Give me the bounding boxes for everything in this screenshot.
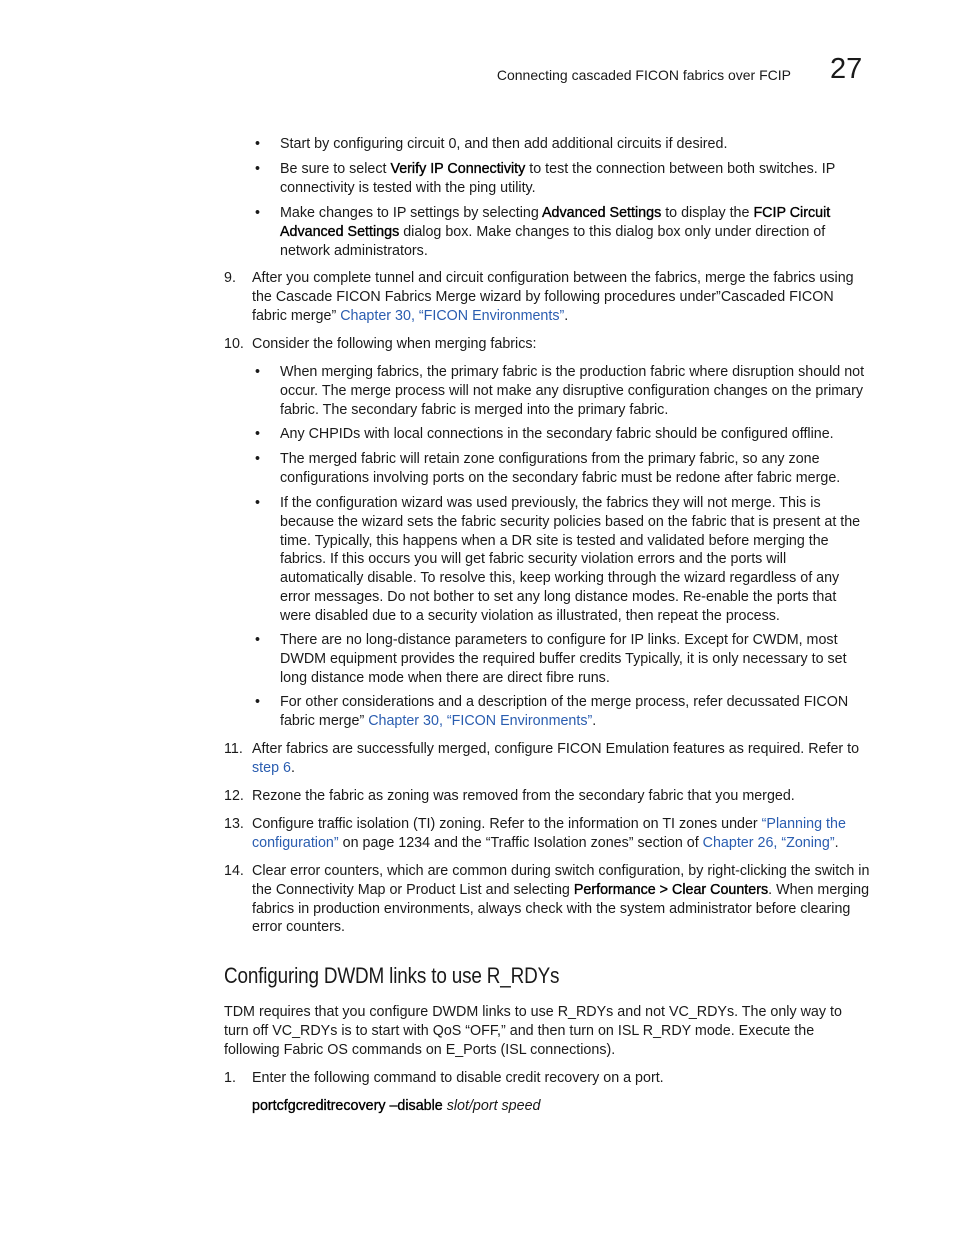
bullet-text: Be sure to select [280, 161, 391, 177]
section-step-1 [224, 1069, 870, 1088]
step-9 [224, 269, 870, 325]
bullet-item [280, 693, 870, 731]
step-text: Rezone the fabric as zoning was removed from the secondary fabric that you merged. [252, 788, 795, 804]
bullet-text: The merged fabric will retain zone configurations from the primary fabric, so any zone configurations involving ports on the secondary fabric must be redone after fabric merge. [280, 451, 841, 486]
chapter-30-link[interactable]: Chapter 30, “FICON Environments” [340, 307, 565, 324]
chapter-30-link[interactable]: Chapter 30, “FICON Environments” [368, 712, 593, 729]
bullet-text: Any CHPIDs with local connections in the secondary fabric should be configured offline. [280, 426, 834, 442]
running-header-title: Connecting cascaded FICON fabrics over FCIP [496, 67, 791, 83]
step-number: 9. [224, 270, 236, 286]
ui-term: Advanced Settings [542, 205, 662, 221]
bullet-text: When merging fabrics, the primary fabric is the production fabric where disruption should not occur. The merge process will not make any disruptive configuration changes on the primary fabric. The secondary fabric is merged into the primary fabric. [280, 364, 865, 418]
step-text: After you complete tunnel and circuit configuration between the fabrics, merge the fabrics using the Cascade FICON Fabrics Merge wizard by following procedures under”Cascaded FICON fabric merge” [252, 270, 854, 324]
step-text: Enter the following command to disable credit recovery on a port. [252, 1070, 664, 1086]
step-text: Configure traffic isolation (TI) zoning. Refer to the information on TI zones under [252, 816, 762, 832]
bullet-text: If the configuration wizard was used previously, the fabrics they will not merge. This is because the wizard sets the fabric security policies based on the fabric that is present at the time. Typically, this happens when a DR site is tested and validated before merging the fabrics. If this occurs you will get fabric security violation errors and the ports will automatically disable. To resolve this, keep working through the wizard regardless of any error messages. Do not bother to set any long distance modes. Re-enable the ports that were disabled due to a security violation as illustrated, then repeat the process. [280, 495, 861, 624]
bullet-text: Start by configuring circuit 0, and then add additional circuits if desired. [280, 136, 728, 152]
section-intro: TDM requires that you configure DWDM links to use R_RDYs and not VC_RDYs. The only way to turn off VC_RDYs is to start with QoS “OFF,” and then turn on ISL R_RDY mode. Execute the following Fabric OS commands on E_Ports (ISL connections). [224, 1004, 842, 1058]
bullet-item [280, 363, 870, 419]
step-number: 10. [224, 336, 244, 352]
bullet-item [280, 425, 870, 444]
section-heading: Configuring DWDM links to use R_RDYs [224, 963, 560, 988]
step-13 [224, 815, 870, 853]
chapter-number: 27 [830, 53, 863, 85]
ui-term: Verify IP Connectivity [390, 161, 526, 177]
step-number: 14. [224, 863, 244, 879]
bullet-item [280, 135, 870, 154]
step-text: After fabrics are successfully merged, configure FICON Emulation features as required. Refer to [252, 741, 860, 757]
step-11 [224, 740, 870, 778]
punctuation: . [834, 834, 839, 851]
step-text: Consider the following when merging fabrics: [252, 336, 537, 352]
chapter-26-link[interactable]: Chapter 26, “Zoning” [702, 834, 835, 851]
punctuation: . [592, 712, 597, 729]
command-name: portcfgcreditrecovery –disable [252, 1098, 443, 1114]
bullet-item [280, 160, 870, 198]
bullet-item [280, 494, 870, 626]
step-number: 1. [224, 1070, 236, 1086]
step-number: 12. [224, 788, 244, 804]
command-args: slot/port speed [442, 1098, 541, 1114]
bullet-text: dialog box. Make changes to this dialog box only under direction of network administrators. [280, 223, 826, 259]
ui-term: FCIP Circuit Advanced Settings [280, 205, 831, 240]
planning-configuration-link[interactable]: “Planning the configuration” [252, 816, 846, 851]
step-number: 13. [224, 816, 244, 832]
step-text: on page 1234 and the “Traffic Isolation zones” section of [338, 834, 703, 851]
punctuation: . [564, 307, 569, 324]
step-12 [224, 787, 870, 806]
bullet-item [280, 450, 870, 488]
bullet-text: to test the connection between both switches. IP connectivity is tested with the ping utility. [280, 161, 835, 196]
bullet-text: to display the [661, 205, 754, 221]
step-6-link[interactable]: step 6 [252, 759, 291, 776]
bullet-item [280, 204, 870, 260]
step-number: 11. [224, 741, 243, 757]
bullet-item [280, 631, 870, 687]
bullet-text: For other considerations and a description of the merge process, refer decussated FICON fabric merge” [280, 694, 849, 729]
step-text: . When merging fabrics in production environments, always check with the system administrator before clearing error counters. [252, 881, 870, 936]
step-10 [224, 335, 870, 354]
command-line [252, 1097, 540, 1116]
punctuation: . [290, 759, 295, 776]
step-text: Clear error counters, which are common during switch configuration, by right-clicking the switch in the Connectivity Map or Product List and selecting [252, 863, 870, 898]
ui-term: Performance > Clear Counters [573, 881, 769, 898]
bullet-text: Make changes to IP settings by selecting [280, 205, 542, 221]
bullet-text: There are no long-distance parameters to configure for IP links. Except for CWDM, most DWDM equipment provides the required buffer credits Typically, it is only necessary to set long distance mode when there are direct fibre runs. [280, 632, 847, 686]
step-14 [224, 862, 870, 937]
